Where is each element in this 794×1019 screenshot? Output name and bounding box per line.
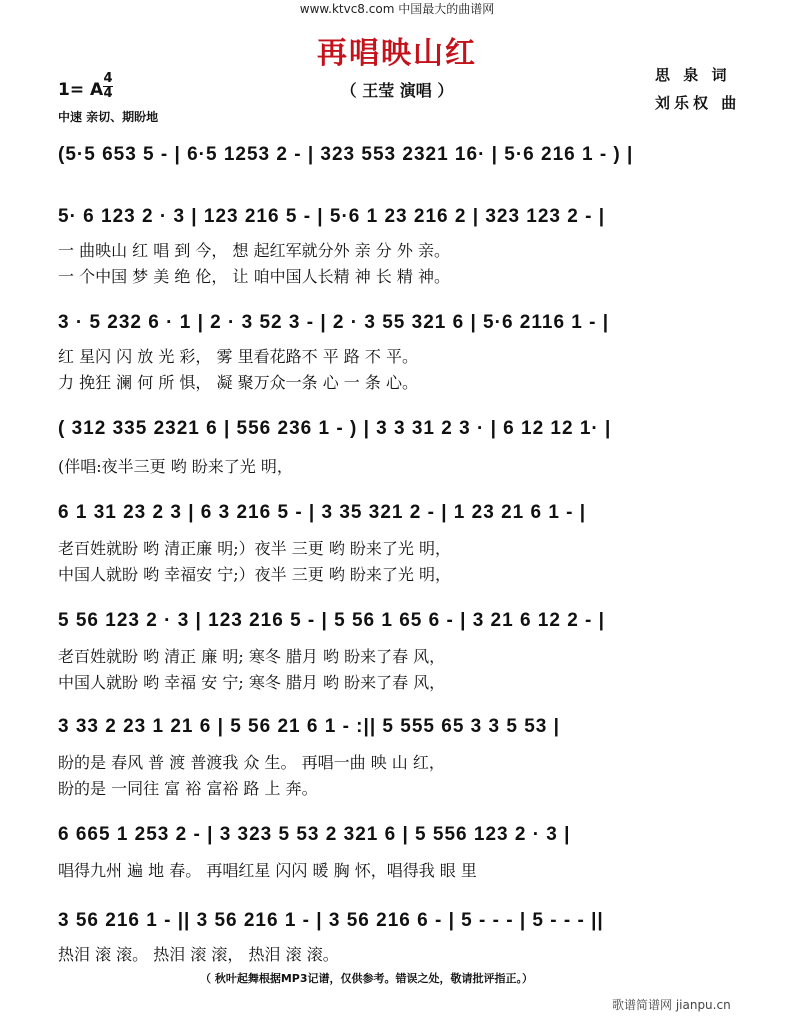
lyric-line: 中国人就盼 哟 幸福 安 宁; 寒冬 腊月 哟 盼来了春 风， <box>58 673 446 692</box>
song-title: 再唱映山红 <box>317 36 477 71</box>
notation-line: 3 · 5 232 6 · 1 | 2 · 3 52 3 - | 2 · 3 55 321 6 | 5·6 2116 1 - | <box>58 312 610 333</box>
notation-line: (5·5 653 5 - | 6·5 1253 2 - | 323 553 2321 16· | 5·6 216 1 - ) | <box>58 144 634 165</box>
lyric-line: 中国人就盼 哟 幸福安 宁;）夜半 三更 哟 盼来了光 明， <box>58 565 451 584</box>
lyric-line: 老百姓就盼 哟 清正廉 明;）夜半 三更 哟 盼来了光 明， <box>58 539 451 558</box>
key-signature: 1= A <box>58 80 104 100</box>
time-top: 4 <box>103 71 113 86</box>
site-header: www.ktvc8.com 中国最大的曲谱网 <box>299 2 495 16</box>
site-watermark: 歌谱简谱网 jianpu.cn <box>612 998 731 1012</box>
time-bottom: 4 <box>103 86 113 101</box>
lyric-line: 一 曲映山 红 唱 到 今， 想 起红军就分外 亲 分 外 亲。 <box>58 241 450 260</box>
composer: 刘乐权 曲 <box>655 94 741 112</box>
lyric-line: 盼的是 春风 普 渡 普渡我 众 生。 再唱一曲 映 山 红， <box>58 753 445 772</box>
notation-line: 3 33 2 23 1 21 6 | 5 56 21 6 1 - :|| 5 555 65 3 3 5 53 | <box>58 716 560 737</box>
notation-line: 6 665 1 253 2 - | 3 323 5 53 2 321 6 | 5 556 123 2 · 3 | <box>58 824 571 845</box>
lyric-line: 一 个中国 梦 美 绝 伦， 让 咱中国人长精 神 长 精 神。 <box>58 267 450 286</box>
lyric-line: 盼的是 一同往 富 裕 富裕 路 上 奔。 <box>58 779 318 798</box>
lyric-line: 老百姓就盼 哟 清正 廉 明; 寒冬 腊月 哟 盼来了春 风， <box>58 647 446 666</box>
notation-line: ( 312 335 2321 6 | 556 236 1 - ) | 3 3 31 2 3 · | 6 12 12 1· | <box>58 418 612 439</box>
footer-note: （ 秋叶起舞根据MP3记谱，仅供参考。错误之处，敬请批评指正。） <box>200 972 533 985</box>
lyric-line: 力 挽狂 澜 何 所 惧， 凝 聚万众一条 心 一 条 心。 <box>58 373 418 392</box>
lyric-line: 唱得九州 遍 地 春。 再唱红星 闪闪 暖 胸 怀，唱得我 眼 里 <box>58 861 477 880</box>
notation-line: 5· 6 123 2 · 3 | 123 216 5 - | 5·6 1 23 216 2 | 323 123 2 - | <box>58 206 606 227</box>
notation-line: 5 56 123 2 · 3 | 123 216 5 - | 5 56 1 65 6 - | 3 21 6 12 2 - | <box>58 610 605 631</box>
notation-line: 3 56 216 1 - || 3 56 216 1 - | 3 56 216 6 - | 5 - - - | 5 - - - || <box>58 910 604 931</box>
tempo-marking: 中速 亲切、期盼地 <box>58 110 159 124</box>
lyric-line: 红 星闪 闪 放 光 彩， 雾 里看花路不 平 路 不 平。 <box>58 347 418 366</box>
time-signature <box>103 72 113 101</box>
notation-line: 6 1 31 23 2 3 | 6 3 216 5 - | 3 35 321 2 - | 1 23 21 6 1 - | <box>58 502 587 523</box>
singer: （ 王莹 演唱 ） <box>340 81 454 100</box>
lyricist: 思 泉 词 <box>655 66 731 84</box>
lyric-line: (伴唱:夜半三更 哟 盼来了光 明， <box>58 457 293 476</box>
lyric-line: 热泪 滚 滚。 热泪 滚 滚， 热泪 滚 滚。 <box>58 945 339 964</box>
